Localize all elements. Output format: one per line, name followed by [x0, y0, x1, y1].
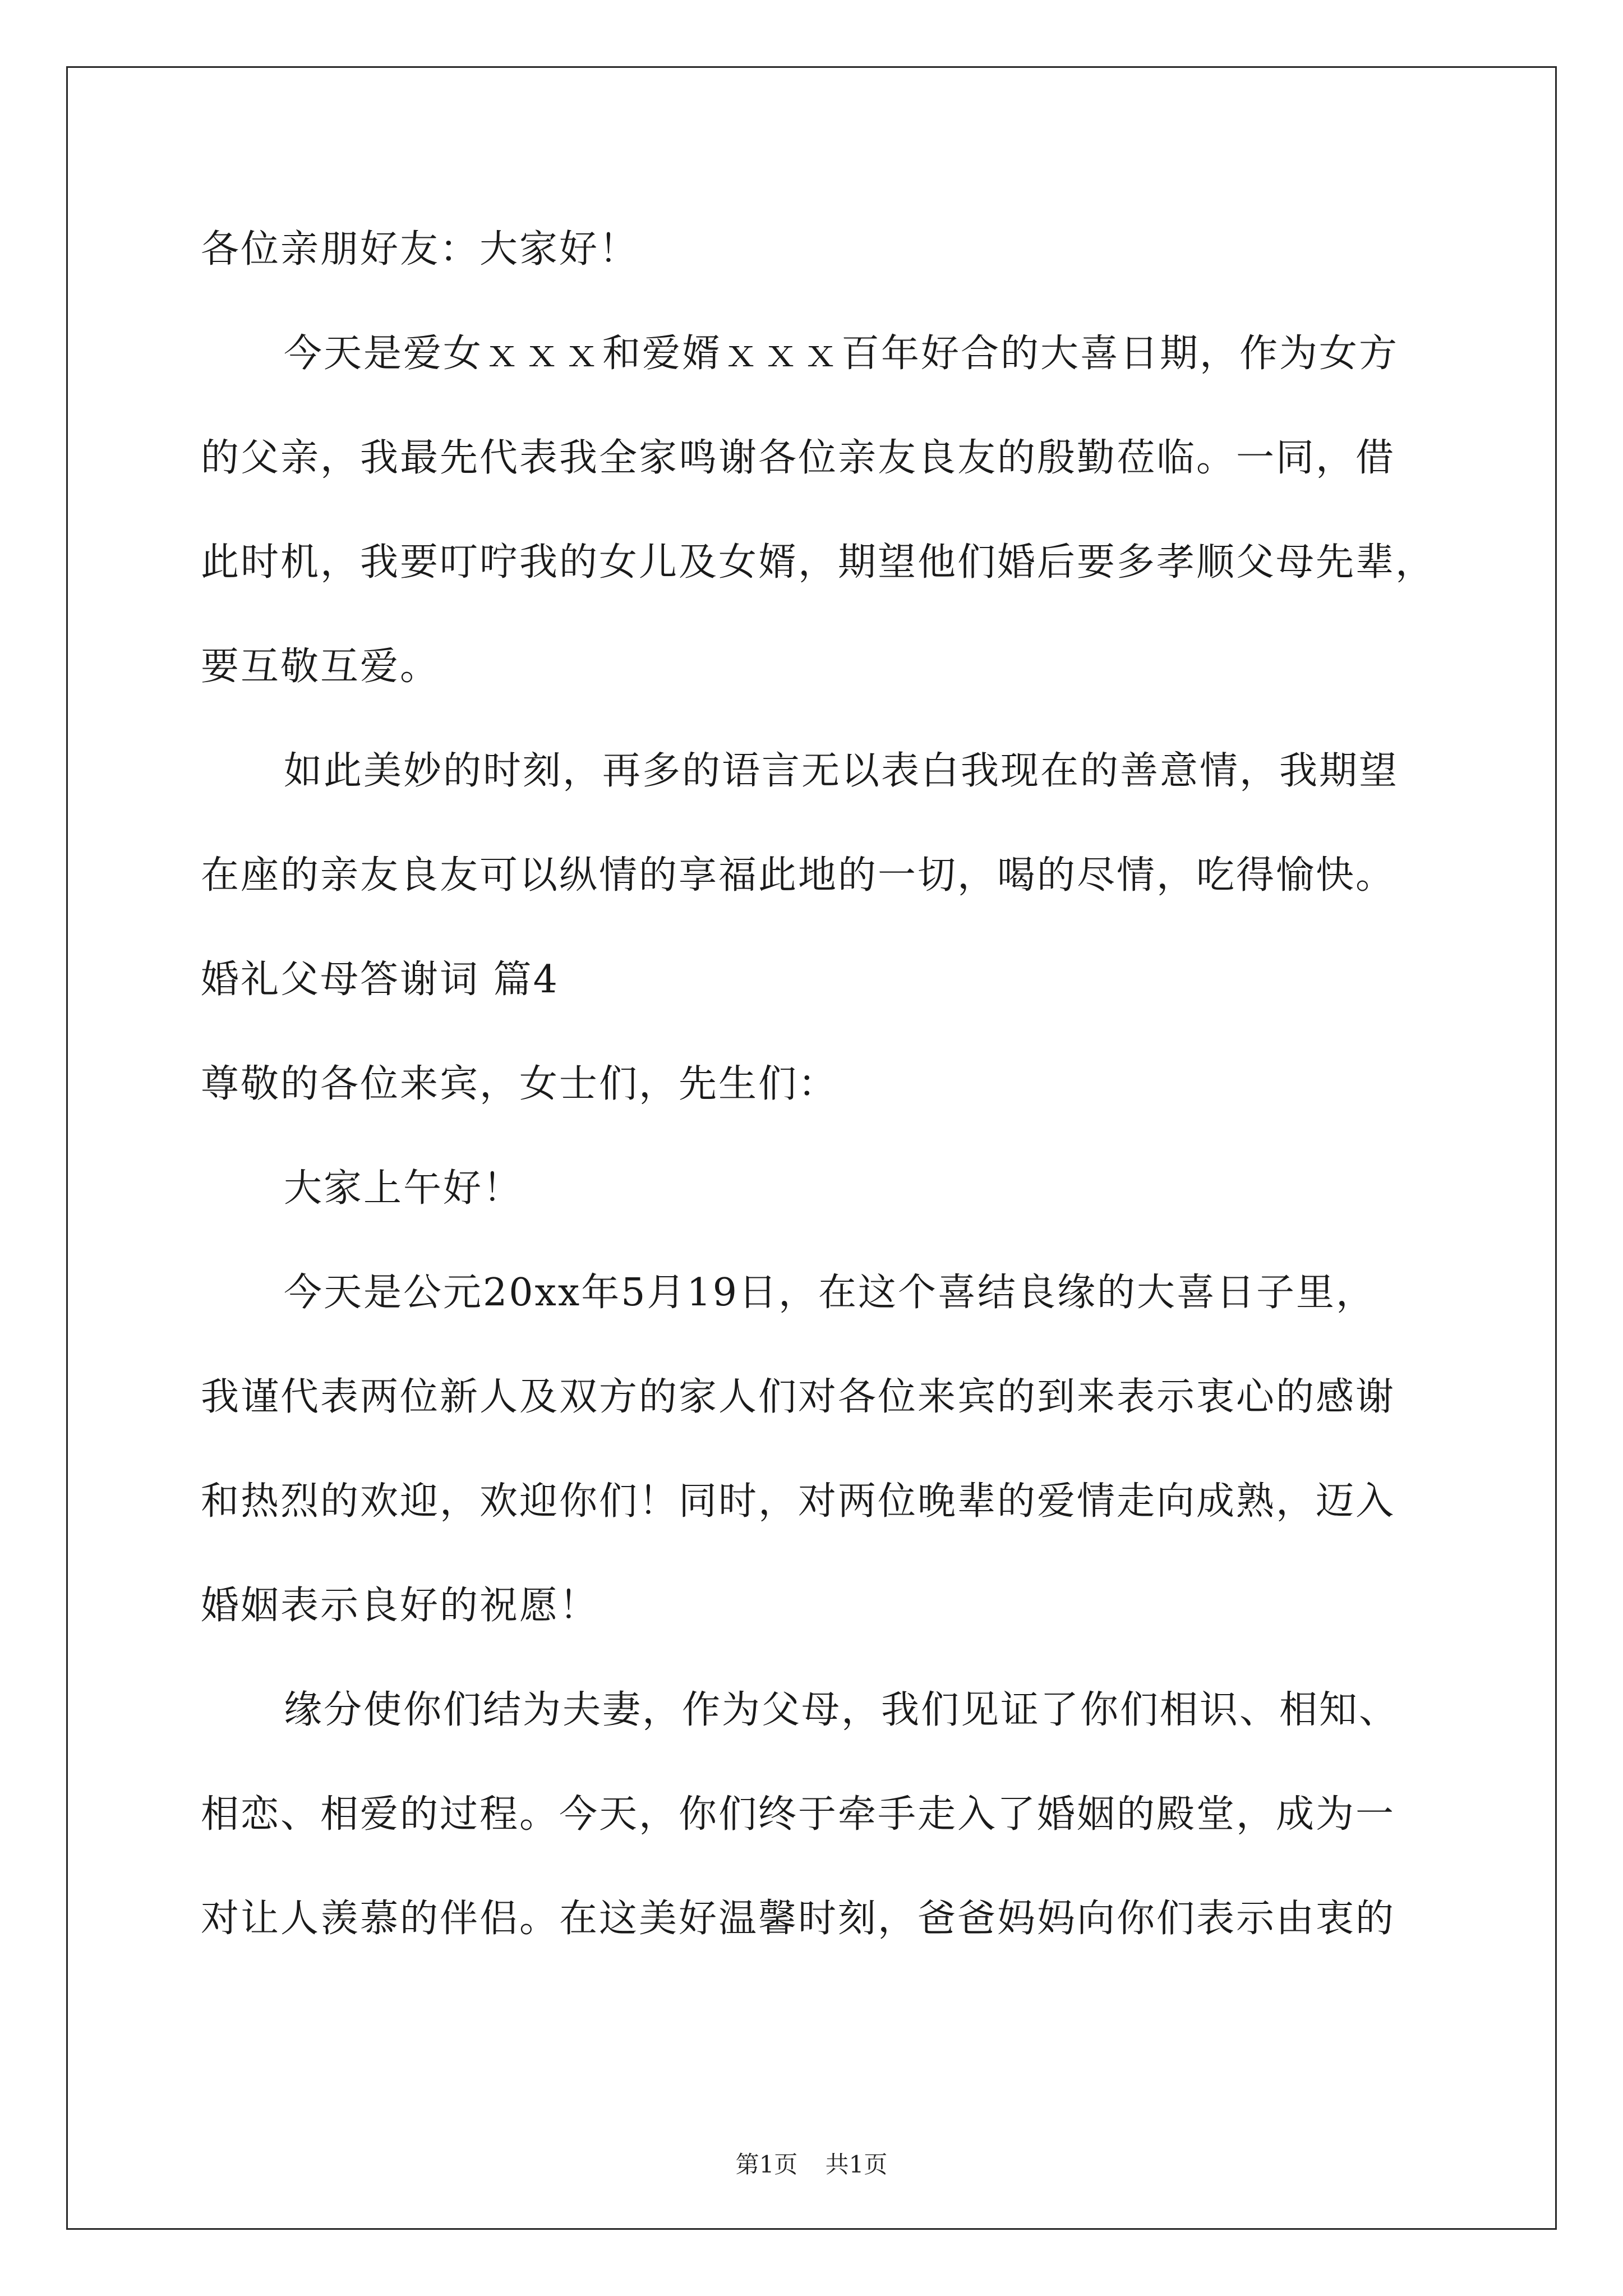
paragraph-line: 大家上午好！ — [284, 1166, 523, 1211]
page-number-total: 共1页 — [825, 2151, 888, 2178]
paragraph-line: 在座的亲友良友可以纵情的享福此地的一切，喝的尽情，吃得愉快。 — [201, 853, 1396, 898]
paragraph-line: 的父亲，我最先代表我全家鸣谢各位亲友良友的殷勤莅临。一同，借 — [201, 436, 1396, 480]
paragraph-line: 和热烈的欢迎，欢迎你们！同时，对两位晚辈的爱情走向成熟，迈入 — [201, 1479, 1396, 1524]
paragraph-line: 我谨代表两位新人及双方的家人们对各位来宾的到来表示衷心的感谢 — [201, 1375, 1396, 1419]
page-number-current: 第1页 — [735, 2151, 798, 2178]
paragraph-line: 今天是公元20xx年5月19日，在这个喜结良缘的大喜日子里， — [284, 1271, 1376, 1315]
salutation-line: 尊敬的各位来宾，女士们，先生们： — [201, 1062, 838, 1106]
document-body — [201, 197, 1435, 1971]
section-heading: 婚礼父母答谢词 篇4 — [201, 958, 559, 1002]
page-footer — [0, 2146, 1623, 2180]
paragraph-line: 缘分使你们结为夫妻，作为父母，我们见证了你们相识、相知、 — [284, 1688, 1399, 1732]
paragraph-line: 要互敬互爱。 — [201, 645, 440, 689]
paragraph-line: 此时机，我要叮咛我的女儿及女婿，期望他们婚后要多孝顺父母先辈， — [201, 540, 1436, 585]
paragraph-line: 婚姻表示良好的祝愿！ — [201, 1584, 600, 1628]
paragraph-line: 如此美妙的时刻，再多的语言无以表白我现在的善意情，我期望 — [284, 749, 1399, 793]
paragraph-line: 今天是爱女ｘｘｘ和爱婿ｘｘｘ百年好合的大喜日期，作为女方 — [284, 332, 1399, 376]
paragraph-line: 对让人羡慕的伴侣。在这美好温馨时刻，爸爸妈妈向你们表示由衷的 — [201, 1897, 1396, 1941]
greeting-line: 各位亲朋好友：大家好！ — [201, 227, 639, 272]
paragraph-line: 相恋、相爱的过程。今天，你们终于牵手走入了婚姻的殿堂，成为一 — [201, 1792, 1396, 1837]
